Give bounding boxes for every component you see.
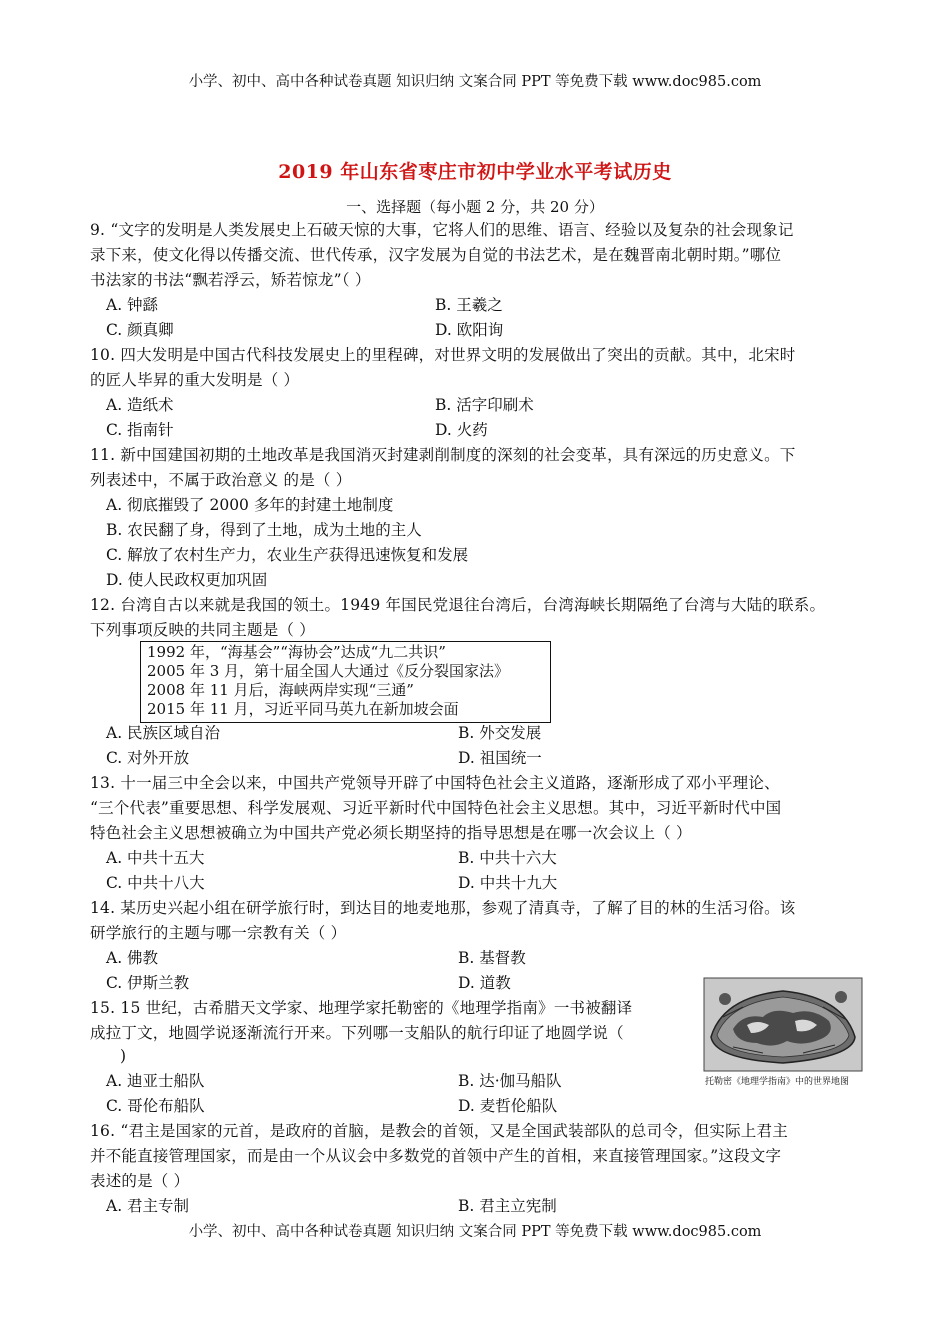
question-9-line-1: 9. “文字的发明是人类发展史上石破天惊的大事，它将人们的思维、语言、经验以及复杂的社会现象记 (90, 221, 794, 239)
question-11-option-c: C. 解放了农村生产力，农业生产获得迅速恢复和发展 (106, 546, 469, 564)
map-caption: 托勒密《地理学指南》中的世界地图 (705, 1077, 850, 1087)
question-11-option-d: D. 使人民政权更加巩固 (106, 571, 268, 589)
question-10-line-1: 10. 四大发明是中国古代科技发展史上的里程碑，对世界文明的发展做出了突出的贡献。其中，北宋时 (90, 346, 796, 364)
question-15-option-c: C. 哥伦布船队 (106, 1097, 205, 1115)
question-12-event-2: 2005 年 3 月，第十届全国人大通过《反分裂国家法》 (147, 662, 510, 680)
question-11-line-1: 11. 新中国建国初期的土地改革是我国消灭封建剥削制度的深刻的社会变革，具有深远的历史意义。下 (90, 446, 796, 464)
question-12-option-c: C. 对外开放 (106, 749, 190, 767)
page-title: 2019 年山东省枣庄市初中学业水平考试历史 (278, 161, 672, 183)
question-13-line-2: “三个代表”重要思想、科学发展观、习近平新时代中国特色社会主义思想。其中，习近平新时代中国 (90, 799, 782, 817)
question-15-line-2: 成拉丁文，地圆学说逐渐流行开来。下列哪一支船队的航行印证了地圆学说（ (90, 1024, 624, 1042)
section-heading: 一、选择题（每小题 2 分，共 20 分） (346, 198, 604, 216)
question-16-line-3: 表述的是（ ） (90, 1172, 190, 1190)
question-14-option-c: C. 伊斯兰教 (106, 974, 190, 992)
question-15-option-a: A. 迪亚士船队 (106, 1072, 205, 1090)
question-10-option-c: C. 指南针 (106, 421, 174, 439)
question-10-option-d: D. 火药 (435, 421, 488, 439)
world-map-illustration (703, 977, 863, 1072)
question-12-line-2: 下列事项反映的共同主题是（ ） (90, 621, 315, 639)
question-9-option-c: C. 颜真卿 (106, 321, 174, 339)
question-14-option-b: B. 基督教 (458, 949, 526, 967)
question-12-option-a: A. 民族区域自治 (106, 724, 221, 742)
ptolemy-world-map-image (703, 977, 863, 1087)
question-15-option-b: B. 达·伽马船队 (458, 1072, 562, 1090)
question-12-option-b: B. 外交发展 (458, 724, 542, 742)
question-13-option-a: A. 中共十五大 (106, 849, 205, 867)
question-12-event-4: 2015 年 11 月，习近平同马英九在新加坡会面 (147, 700, 459, 718)
question-9-line-3: 书法家的书法“飘若浮云，矫若惊龙”（ ） (90, 271, 371, 289)
question-12-option-d: D. 祖国统一 (458, 749, 542, 767)
question-12-event-1: 1992 年，“海基会”“海协会”达成“九二共识” (147, 643, 446, 661)
question-13-line-1: 13. 十一届三中全会以来，中国共产党领导开辟了中国特色社会主义道路，逐渐形成了邓小平理论、 (90, 774, 780, 792)
page-header: 小学、初中、高中各种试卷真题 知识归纳 文案合同 PPT 等免费下载 www.doc985.com (188, 74, 762, 90)
question-14-option-d: D. 道教 (458, 974, 511, 992)
question-15-line-1: 15. 15 世纪，古希腊天文学家、地理学家托勒密的《地理学指南》一书被翻译 (90, 999, 633, 1017)
question-14-line-2: 研学旅行的主题与哪一宗教有关（ ） (90, 924, 347, 942)
question-9-option-d: D. 欧阳询 (435, 321, 504, 339)
question-11-option-a: A. 彻底摧毁了 2000 多年的封建土地制度 (106, 496, 394, 514)
question-11-line-2: 列表述中，不属于政治意义 的是（ ） (90, 471, 352, 489)
question-14-line-1: 14. 某历史兴起小组在研学旅行时，到达目的地麦地那，参观了清真寺，了解了目的林的生活习俗。该 (90, 899, 796, 917)
question-9-line-2: 录下来，使文化得以传播交流、世代传承，汉字发展为自觉的书法艺术，是在魏晋南北朝时期。”哪位 (90, 246, 782, 264)
question-11-option-b: B. 农民翻了身，得到了土地，成为土地的主人 (106, 521, 422, 539)
question-16-option-b: B. 君主立宪制 (458, 1197, 557, 1215)
question-12-event-3: 2008 年 11 月后，海峡两岸实现“三通” (147, 681, 414, 699)
question-13-line-3: 特色社会主义思想被确立为中国共产党必须长期坚持的指导思想是在哪一次会议上（ ） (90, 824, 692, 842)
question-16-option-a: A. 君主专制 (106, 1197, 190, 1215)
question-10-option-b: B. 活字印刷术 (435, 396, 534, 414)
question-16-line-2: 并不能直接管理国家，而是由一个从议会中多数党的首领中产生的首相，来直接管理国家。”这段文字 (90, 1147, 782, 1165)
question-13-option-c: C. 中共十八大 (106, 874, 205, 892)
question-9-option-b: B. 王羲之 (435, 296, 503, 314)
question-10-line-2: 的匠人毕昇的重大发明是（ ） (90, 371, 300, 389)
page-footer: 小学、初中、高中各种试卷真题 知识归纳 文案合同 PPT 等免费下载 www.doc985.com (188, 1224, 762, 1240)
question-15-option-d: D. 麦哲伦船队 (458, 1097, 558, 1115)
question-13-option-b: B. 中共十六大 (458, 849, 557, 867)
question-13-option-d: D. 中共十九大 (458, 874, 558, 892)
question-16-line-1: 16. “君主是国家的元首，是政府的首脑，是教会的首领，又是全国武装部队的总司令，但实际上君主 (90, 1122, 788, 1140)
question-9-option-a: A. 钟繇 (106, 296, 159, 314)
question-10-option-a: A. 造纸术 (106, 396, 174, 414)
question-15-line-3: ) (120, 1047, 127, 1065)
question-12-line-1: 12. 台湾自古以来就是我国的领土。1949 年国民党退往台湾后，台湾海峡长期隔绝了台湾与大陆的联系。 (90, 596, 826, 614)
question-14-option-a: A. 佛教 (106, 949, 159, 967)
